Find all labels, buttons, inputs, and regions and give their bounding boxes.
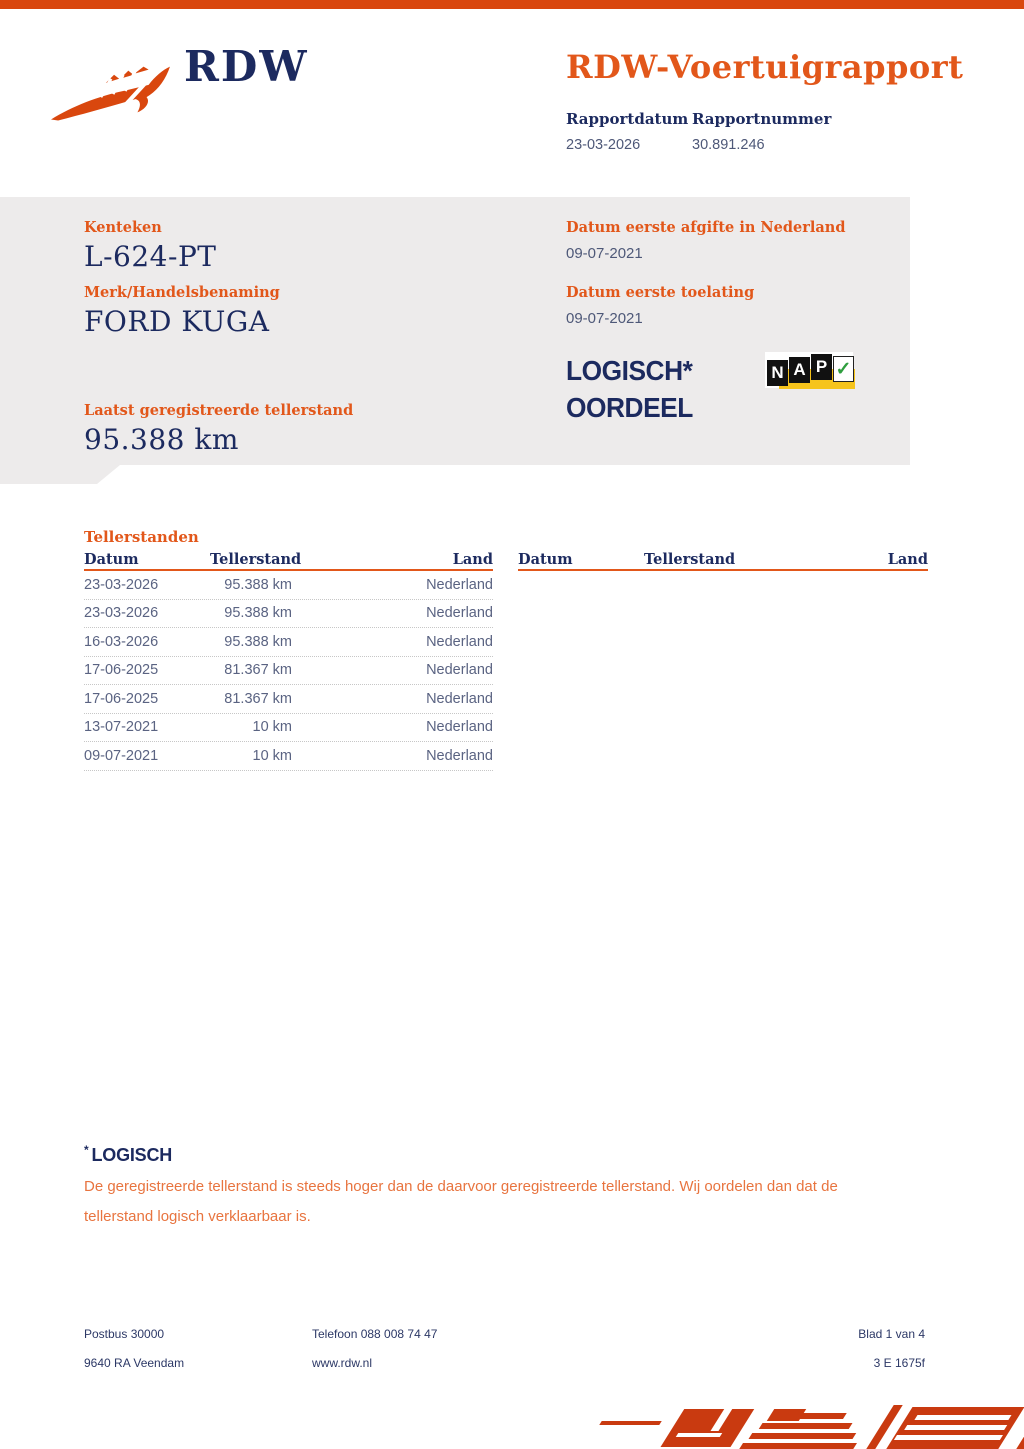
table-row (84, 714, 493, 743)
cell-tellerstand: 81.367 km (224, 690, 292, 707)
cell-land: Nederland (426, 633, 493, 650)
cell-land: Nederland (426, 576, 493, 593)
footer-page-number: Blad 1 van 4 (858, 1327, 925, 1341)
kenteken-label: Kenteken (84, 219, 162, 236)
nap-letter-a: A (789, 357, 810, 383)
logisch-note-body: De geregistreerde tellerstand is steeds hoger dan de daarvoor geregistreerde tellerstand. Wij oordelen dan dat de tellerstand logisch verklaarbaar is. (84, 1178, 838, 1225)
cell-datum: 09-07-2021 (84, 747, 159, 764)
cell-tellerstand: 95.388 km (224, 633, 292, 650)
cell-land: Nederland (426, 605, 493, 622)
asterisk: * (84, 1143, 89, 1157)
report-date-label: Rapportdatum (566, 110, 689, 128)
col-header-land: Land (887, 550, 928, 568)
oordeel-line2: OORDEEL (566, 392, 693, 423)
toelating-value: 09-07-2021 (566, 310, 643, 327)
footer-website: www.rdw.nl (312, 1356, 373, 1370)
tellerstand-label: Laatst geregistreerde tellerstand (84, 402, 354, 419)
merk-value: FORD KUGA (84, 305, 270, 338)
toelating-label: Datum eerste toelating (566, 284, 755, 301)
cell-tellerstand: 10 km (252, 747, 292, 764)
rdw-stripe-graphic (575, 1403, 1024, 1449)
tellerstanden-title: Tellerstanden (84, 528, 199, 546)
footer-address-line1: Postbus 30000 (84, 1327, 165, 1341)
col-header-datum: Datum (84, 550, 139, 568)
tellerstand-value: 95.388 km (84, 423, 239, 456)
col-header-datum: Datum (518, 550, 573, 568)
nap-checkmark-icon: ✓ (833, 356, 854, 382)
cell-datum: 23-03-2026 (84, 576, 159, 593)
nap-letter-n: N (767, 360, 788, 386)
table-row (84, 657, 493, 686)
table-row (84, 628, 493, 657)
oordeel-line1: LOGISCH* (566, 355, 693, 386)
cell-land: Nederland (426, 719, 493, 736)
kenteken-value: L-624-PT (84, 240, 217, 273)
logisch-note-heading (84, 1143, 172, 1166)
logisch-heading-text: LOGISCH (91, 1145, 173, 1165)
cell-datum: 17-06-2025 (84, 690, 159, 707)
cell-datum: 17-06-2025 (84, 662, 159, 679)
col-header-land: Land (452, 550, 493, 568)
cell-datum: 23-03-2026 (84, 605, 159, 622)
cell-tellerstand: 81.367 km (224, 662, 292, 679)
report-date-value: 23-03-2026 (566, 137, 641, 153)
oordeel-text (566, 352, 693, 426)
table-header-row (518, 549, 928, 571)
cell-land: Nederland (426, 690, 493, 707)
cell-tellerstand: 95.388 km (224, 576, 292, 593)
col-header-tellerstand: Tellerstand (644, 550, 736, 568)
report-number-label: Rapportnummer (692, 110, 832, 128)
cell-datum: 16-03-2026 (84, 633, 159, 650)
report-number-value: 30.891.246 (692, 137, 765, 153)
table-row (84, 742, 493, 771)
cell-datum: 13-07-2021 (84, 719, 159, 736)
tellerstanden-table-left (84, 549, 493, 771)
cell-tellerstand: 10 km (252, 719, 292, 736)
rdw-logo-text: RDW (184, 42, 309, 91)
footer-form-code: 3 E 1675f (873, 1356, 925, 1370)
rdw-flag-logo-icon (50, 58, 172, 124)
nap-logo (765, 352, 860, 394)
col-header-tellerstand: Tellerstand (210, 550, 302, 568)
table-header-row (84, 549, 493, 571)
footer-address-line2: 9640 RA Veendam (84, 1356, 185, 1370)
merk-label: Merk/Handelsbenaming (84, 284, 280, 301)
table-row (84, 600, 493, 629)
cell-land: Nederland (426, 747, 493, 764)
table-row (84, 571, 493, 600)
table-row (84, 685, 493, 714)
page-title: RDW-Voertuigrapport (566, 48, 964, 86)
afgifte-label: Datum eerste afgifte in Nederland (566, 219, 846, 236)
footer-phone: Telefoon 088 008 74 47 (312, 1327, 438, 1341)
cell-tellerstand: 95.388 km (224, 605, 292, 622)
tellerstanden-table-right (518, 549, 928, 571)
top-accent-bar (0, 0, 1024, 9)
cell-land: Nederland (426, 662, 493, 679)
afgifte-value: 09-07-2021 (566, 245, 643, 262)
nap-letter-p: P (811, 354, 832, 380)
